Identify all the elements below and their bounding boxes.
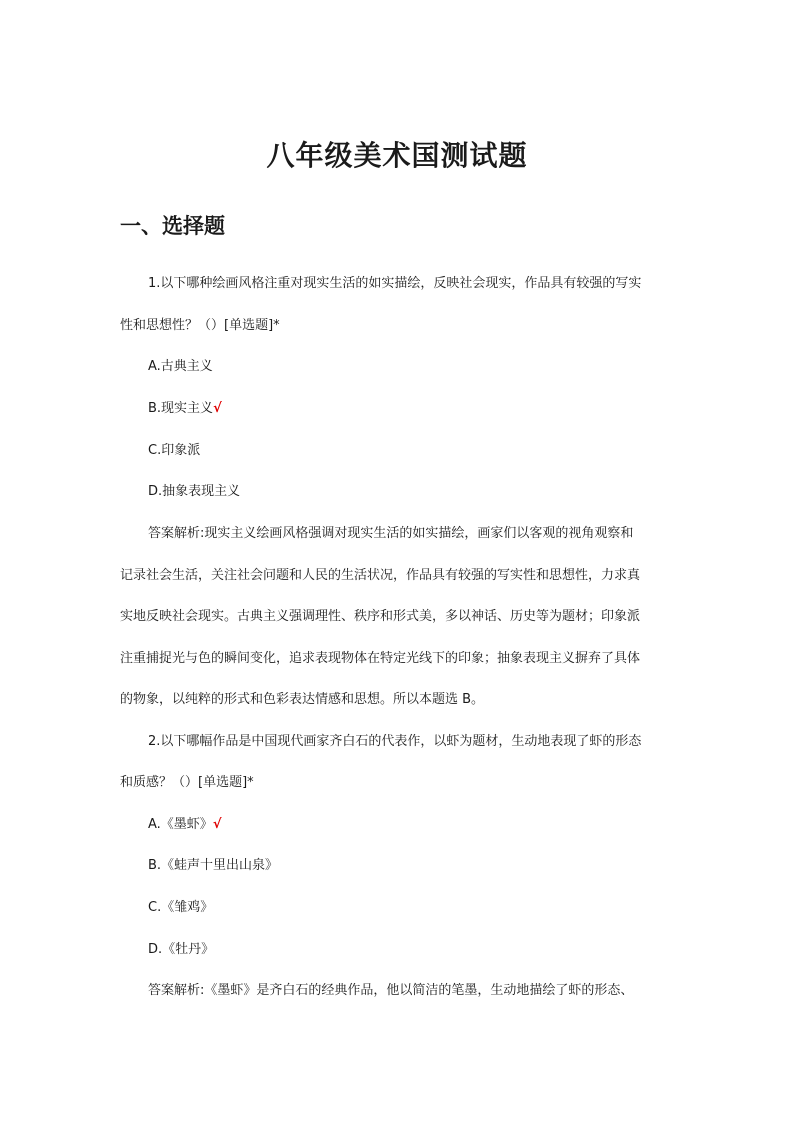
question-2-option-c: C.《雏鸡》 bbox=[148, 900, 214, 915]
question-1-analysis-cont: 的物象，以纯粹的形式和色彩表达情感和思想。所以本题选 B。 bbox=[120, 692, 485, 707]
option-label: B.现实主义 bbox=[148, 401, 214, 416]
question-1-option-d: D.抽象表现主义 bbox=[148, 484, 241, 499]
question-2-option-d: D.《牡丹》 bbox=[148, 942, 215, 957]
question-1-text-cont: 性和思想性？（）[单选题]* bbox=[120, 318, 280, 333]
option-label: A.《墨虾》 bbox=[148, 817, 213, 832]
question-1-option-b bbox=[148, 399, 708, 419]
document-title: 八年级美术国测试题 bbox=[266, 139, 528, 172]
question-2-option-a bbox=[148, 815, 708, 835]
question-1-text: 1.以下哪种绘画风格注重对现实生活的如实描绘，反映社会现实，作品具有较强的写实 bbox=[148, 276, 642, 291]
question-2-text: 2.以下哪幅作品是中国现代画家齐白石的代表作，以虾为题材，生动地表现了虾的形态 bbox=[148, 734, 642, 749]
correct-check-mark: √ bbox=[212, 817, 222, 832]
question-1-analysis: 答案解析:现实主义绘画风格强调对现实生活的如实描绘，画家们以客观的视角观察和 bbox=[148, 526, 634, 541]
question-2-option-b: B.《蛙声十里出山泉》 bbox=[148, 858, 279, 873]
question-1-analysis-cont: 记录社会生活，关注社会问题和人民的生活状况，作品具有较强的写实性和思想性，力求真 bbox=[120, 568, 641, 583]
question-1-option-a: A.古典主义 bbox=[148, 359, 213, 374]
question-1-option-c: C.印象派 bbox=[148, 443, 201, 458]
correct-check-mark: √ bbox=[213, 401, 222, 416]
question-1-analysis-cont: 注重捕捉光与色的瞬间变化，追求表现物体在特定光线下的印象；抽象表现主义摒弃了具体 bbox=[120, 651, 641, 666]
section-heading: 一、选择题 bbox=[120, 214, 225, 238]
question-2-text-cont: 和质感？（）[单选题]* bbox=[120, 775, 254, 790]
question-2-analysis: 答案解析:《墨虾》是齐白石的经典作品，他以简洁的笔墨，生动地描绘了虾的形态、 bbox=[148, 983, 634, 998]
question-1-analysis-cont: 实地反映社会现实。古典主义强调理性、秩序和形式美，多以神话、历史等为题材；印象派 bbox=[120, 609, 641, 624]
